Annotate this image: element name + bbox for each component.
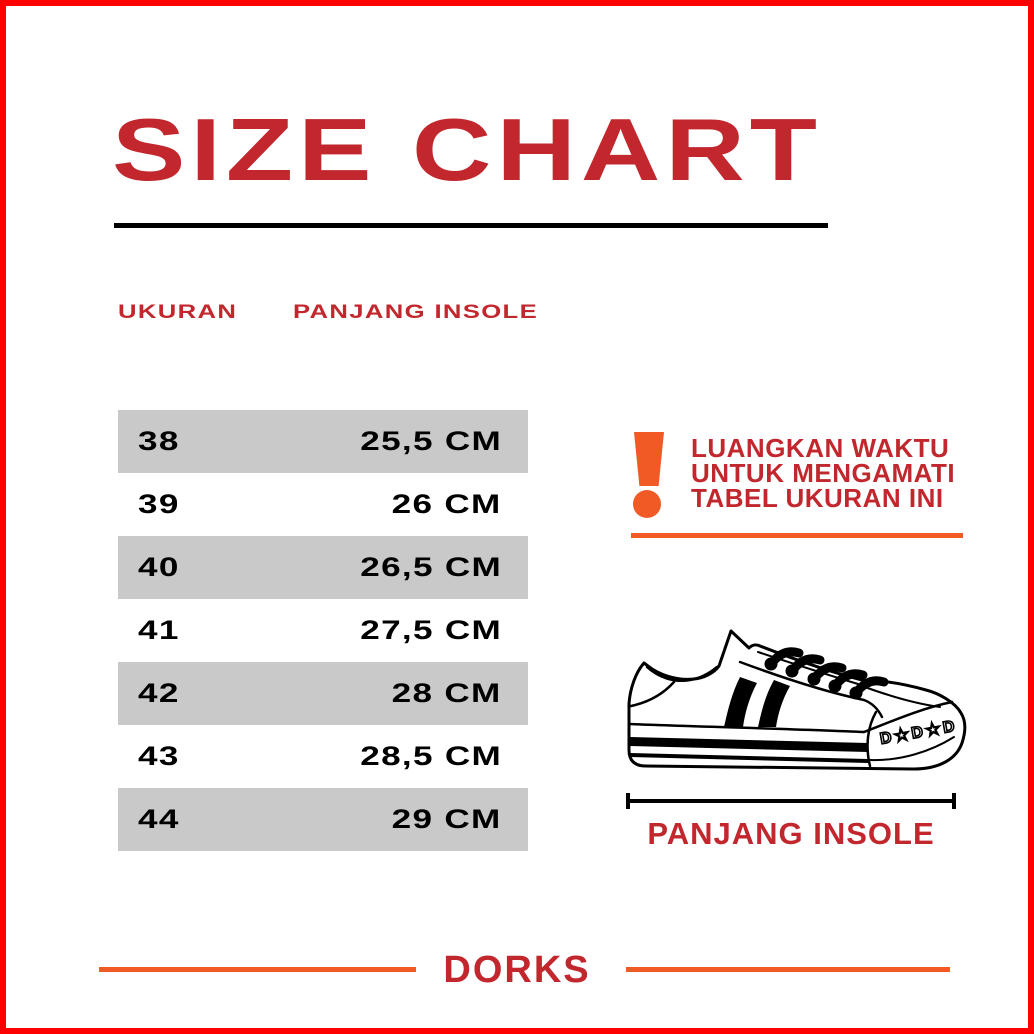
size-cell: 40 — [138, 552, 180, 582]
brand-name: DORKS — [443, 949, 591, 991]
size-cell: 38 — [138, 426, 180, 456]
insole-cell: 27,5 CM — [360, 615, 502, 645]
table-row — [118, 410, 528, 473]
insole-cell: 29 CM — [392, 804, 502, 834]
note-text — [691, 433, 956, 513]
exclamation-icon — [634, 432, 664, 486]
measurement-tick-left — [626, 793, 630, 809]
table-row — [118, 662, 528, 725]
measurement-label: PANJANG INSOLE — [647, 816, 935, 851]
exclamation-icon-dot — [633, 490, 661, 518]
footer-line-right — [626, 967, 950, 972]
size-cell: 44 — [138, 804, 180, 834]
column-header-ukuran: UKURAN — [118, 302, 238, 323]
table-row — [118, 599, 528, 662]
sneaker-illustration — [618, 614, 968, 786]
column-header-panjang-insole: PANJANG INSOLE — [293, 302, 539, 323]
table-row — [118, 473, 528, 536]
insole-cell: 25,5 CM — [360, 426, 502, 456]
page-title: SIZE CHART — [112, 100, 822, 199]
toe-cap-text: D★D★D — [878, 717, 959, 748]
size-cell: 39 — [138, 489, 180, 519]
insole-cell: 28,5 CM — [360, 741, 502, 771]
note-line: UNTUK MENGAMATI — [691, 458, 956, 488]
insole-cell: 28 CM — [392, 678, 502, 708]
size-cell: 41 — [138, 615, 180, 645]
table-row — [118, 536, 528, 599]
size-cell: 43 — [138, 741, 180, 771]
insole-cell: 26 CM — [392, 489, 502, 519]
note-line: LUANGKAN WAKTU — [691, 433, 950, 463]
table-row — [118, 725, 528, 788]
measurement-tick-right — [952, 793, 956, 809]
note-line: TABEL UKURAN INI — [691, 483, 944, 513]
note-underline — [631, 533, 963, 538]
table-row — [118, 788, 528, 851]
size-cell: 42 — [138, 678, 180, 708]
size-table — [118, 410, 528, 851]
title-divider — [114, 223, 828, 228]
measurement-line — [626, 799, 956, 803]
insole-cell: 26,5 CM — [360, 552, 502, 582]
